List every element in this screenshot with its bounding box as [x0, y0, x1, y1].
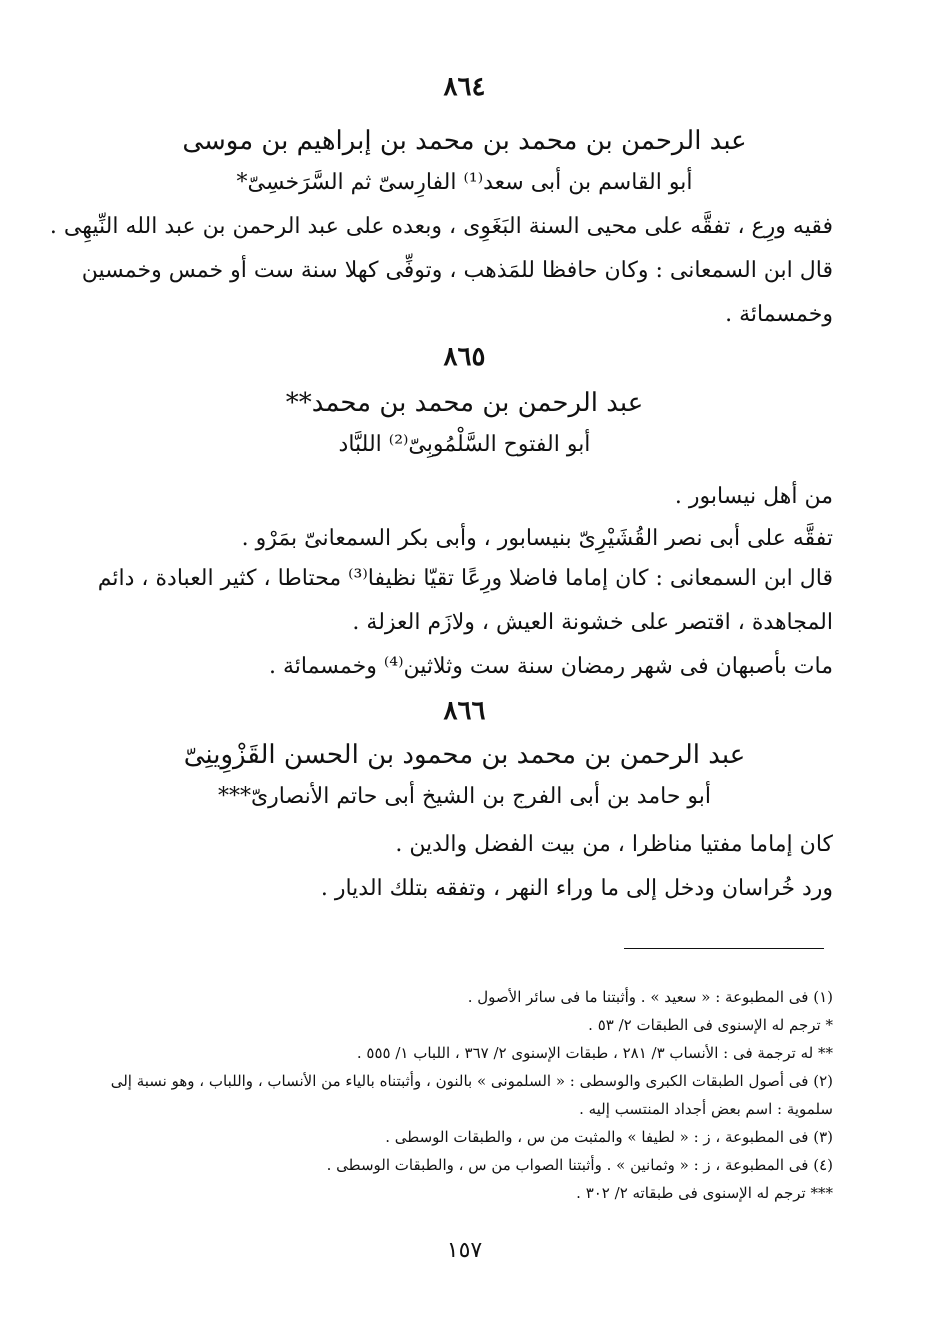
body-line: مات بأصبهان فى شهر رمضان سنة ست وثلاثين⁽⁴⁾ وخمسمائة . [268, 654, 833, 679]
entry-kunya: أبو الفتوح السَّلْمُوبِىّ⁽²⁾ اللبَّاد [338, 432, 591, 457]
body-line: قال ابن السمعانى : وكان حافظا للمَذهب ، وتوفِّى كهلا سنة ست أو خمس وخمسين [81, 258, 833, 283]
footnote: سلموية : اسم بعض أجداد المنتسب إليه . [579, 1100, 833, 1118]
footnote: * ترجم له الإسنوى فى الطبقات ٢/ ٥٣ . [588, 1016, 833, 1034]
entry-name: عبد الرحمن بن محمد بن محمد بن إبراهيم بن موسى [182, 126, 747, 156]
footnote: (١) فى المطبوعة : « سعيد » . وأثبتنا ما فى سائر الأصول . [467, 988, 833, 1006]
entry-number: ٨٦٤ [443, 72, 486, 102]
body-line: وخمسمائة . [725, 302, 833, 327]
entry-kunya: أبو القاسم بن أبى سعد⁽¹⁾ الفارِسىّ ثم السَّرَخسِىّ* [236, 170, 693, 195]
body-line: قال ابن السمعانى : كان إماما فاضلا ورِعًا تقيّا نظيفا⁽³⁾ محتاطا ، كثير العبادة ، دائم [97, 566, 833, 591]
footnote: ** له ترجمة فى : الأنساب ٣/ ٢٨١ ، طبقات الإسنوى ٢/ ٣٦٧ ، اللباب ١/ ٥٥٥ . [356, 1044, 833, 1062]
entry-number: ٨٦٦ [443, 696, 486, 726]
body-line: من أهل نيسابور . [674, 484, 833, 509]
footnote: (٢) فى أصول الطبقات الكبرى والوسطى : « السلمونى » بالنون ، وأثبتناه بالياء من الأنساب ، واللباب ، وهو نسبة إلى [110, 1072, 833, 1090]
body-line: ورد خُراسان ودخل إلى ما وراء النهر ، وتفقه بتلك الديار . [320, 876, 833, 901]
body-line: تفقَّه على أبى نصر القُشَيْرِىّ بنيسابور ، وأبى بكر السمعانىّ بمَرْو . [241, 526, 833, 551]
footnote: (٤) فى المطبوعة ، ز : « وثمانين » . وأثبتنا الصواب من س ، والطبقات الوسطى . [326, 1156, 833, 1174]
entry-number: ٨٦٥ [443, 342, 486, 372]
page-number: ١٥٧ [446, 1238, 483, 1263]
entry-name: عبد الرحمن بن محمد بن محمود بن الحسن القَزْوِينِىّ [183, 740, 746, 770]
body-line: كان إماما مفتيا مناظرا ، من بيت الفضل والدين . [395, 832, 833, 857]
body-line: فقيه ورِع ، تفقَّه على محيى السنة البَغَوِى ، وبعده على عبد الرحمن بن عبد الله النِّيهِى . [49, 214, 833, 239]
footnote: (٣) فى المطبوعة ، ز : « لطيفا » والمثبت من س ، والطبقات الوسطى . [385, 1128, 833, 1146]
body-line: المجاهدة ، اقتصر على خشونة العيش ، ولازَم العزلة . [352, 610, 833, 635]
footnote-rule [624, 948, 824, 949]
entry-kunya: أبو حامد بن أبى الفرج بن الشيخ أبى حاتم الأنصارىّ*** [217, 784, 712, 809]
footnote: *** ترجم له الإسنوى فى طبقاته ٢/ ٣٠٢ . [576, 1184, 833, 1202]
entry-name: عبد الرحمن بن محمد بن محمد** [285, 388, 644, 418]
